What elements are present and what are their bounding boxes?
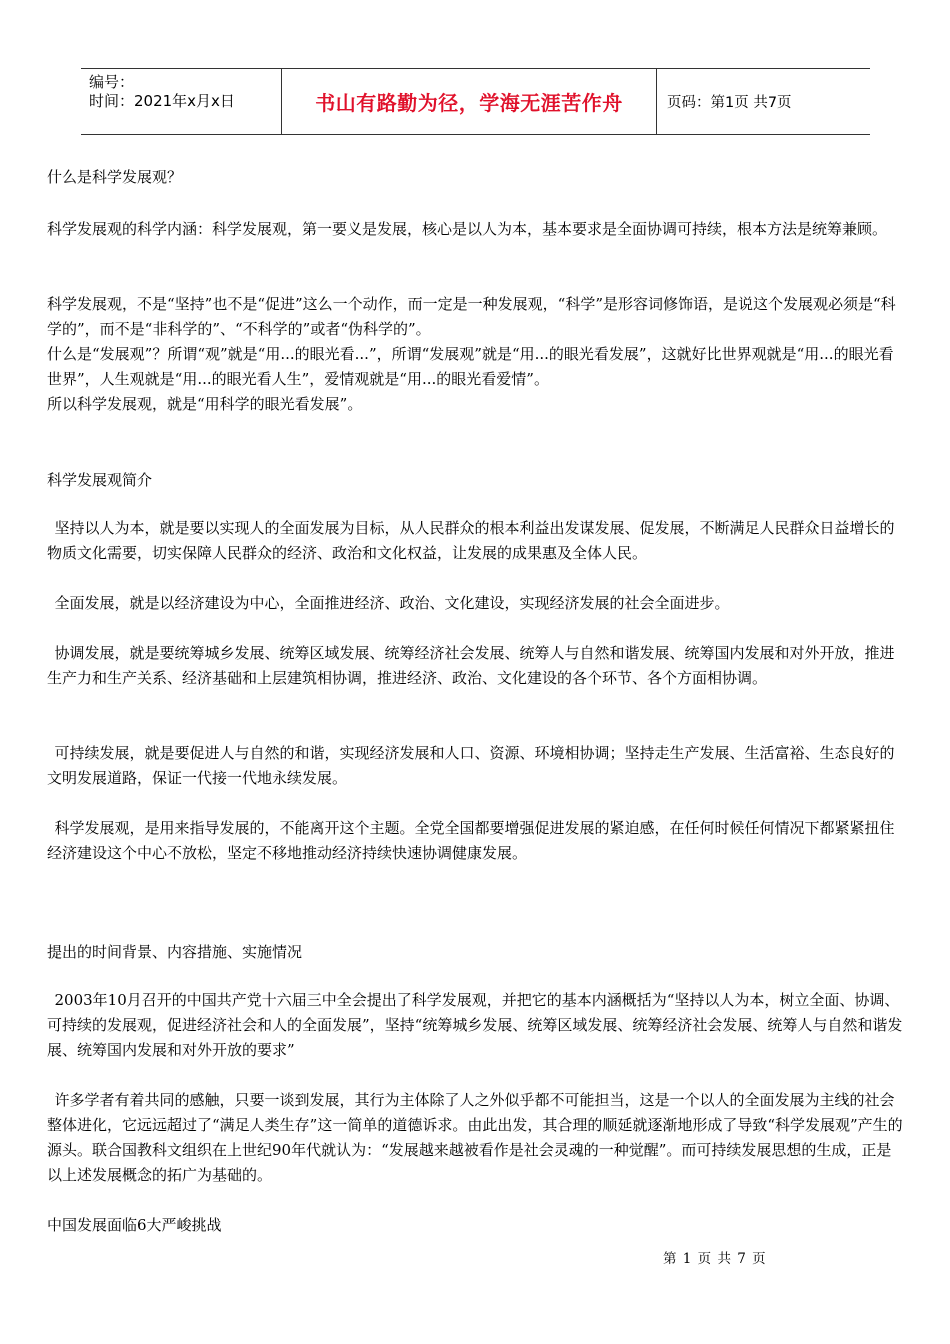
paragraph: 什么是“发展观”？所谓“观”就是“用...的眼光看...”，所谓“发展观”就是“用...的眼光看发展”，这就好比世界观就是“用...的眼光看世界”，人生观就是“用...的眼光看人生”，爱情观就是“用...的眼光看爱情”。	[47, 345, 894, 388]
paragraph: 坚持以人为本，就是要以实现人的全面发展为目标，从人民群众的根本利益出发谋发展、促发展，不断满足人民群众日益增长的物质文化需要，切实保障人民群众的经济、政治和文化权益，让发展的成果惠及全体人民。	[47, 519, 895, 562]
heading-intro: 科学发展观简介	[47, 471, 153, 489]
paragraph: 科学发展观的科学内涵：科学发展观，第一要义是发展，核心是以人为本，基本要求是全面协调可持续，根本方法是统筹兼顾。	[47, 220, 888, 238]
code-label: 编号：	[89, 73, 135, 91]
motto: 书山有路勤为径，学海无涯苦作舟	[282, 69, 657, 134]
paragraph: 协调发展，就是要统筹城乡发展、统筹区域发展、统筹经济社会发展、统筹人与自然和谐发展、统筹国内发展和对外开放，推进生产力和生产关系、经济基础和上层建筑相协调，推进经济、政治、文化建设的各个环节、各个方面相协调。	[47, 644, 895, 687]
page-info: 页码：第1页 共7页	[667, 95, 792, 111]
paragraph: 2003年10月召开的中国共产党十六届三中全会提出了科学发展观，并把它的基本内涵概括为“坚持以人为本，树立全面、协调、可持续的发展观，促进经济社会和人的全面发展”，坚持“统筹城乡发展、统筹区域发展、统筹经济社会发展、统筹人与自然和谐发展、统筹国内发展和对外开放的要求”	[47, 991, 903, 1059]
paragraph: 许多学者有着共同的感触，只要一谈到发展，其行为主体除了人之外似乎都不可能担当，这是一个以人的全面发展为主线的社会整体进化，它远远超过了“满足人类生存”这一简单的道德诉求。由此出发，其合理的顺延就逐渐地形成了导致“科学发展观”产生的源头。联合国教科文组织在上世纪90年代就认为：“发展越来越被看作是社会灵魂的一种觉醒”。而可持续发展思想的生成，正是以上述发展概念的拓广为基础的。	[47, 1091, 903, 1184]
time-label: 时间：2021年x月x日	[89, 92, 235, 110]
paragraph: 科学发展观，是用来指导发展的，不能离开这个主题。全党全国都要增强促进发展的紧迫感，在任何时候任何情况下都紧紧扭住经济建设这个中心不放松，坚定不移地推动经济持续快速协调健康发展。	[47, 819, 895, 862]
page-footer: 第 1 页 共 7 页	[663, 1251, 767, 1267]
paragraph: 所以科学发展观，就是“用科学的眼光看发展”。	[47, 395, 363, 413]
heading-challenges: 中国发展面临6大严峻挑战	[47, 1216, 222, 1234]
header-meta	[81, 69, 282, 134]
heading-what-is: 什么是科学发展观？	[47, 168, 183, 186]
header-table	[81, 68, 870, 135]
paragraph: 全面发展，就是以经济建设为中心，全面推进经济、政治、文化建设，实现经济发展的社会全面进步。	[54, 594, 730, 612]
paragraph: 可持续发展，就是要促进人与自然的和谐，实现经济发展和人口、资源、环境相协调；坚持走生产发展、生活富裕、生态良好的文明发展道路，保证一代接一代地永续发展。	[47, 744, 895, 787]
heading-background: 提出的时间背景、内容措施、实施情况	[47, 943, 303, 961]
paragraph: 科学发展观，不是“坚持”也不是“促进”这么一个动作，而一定是一种发展观，“科学”是形容词修饰语，是说这个发展观必须是“科学的”，而不是“非科学的”、“不科学的”或者“伪科学的”。	[47, 295, 896, 338]
